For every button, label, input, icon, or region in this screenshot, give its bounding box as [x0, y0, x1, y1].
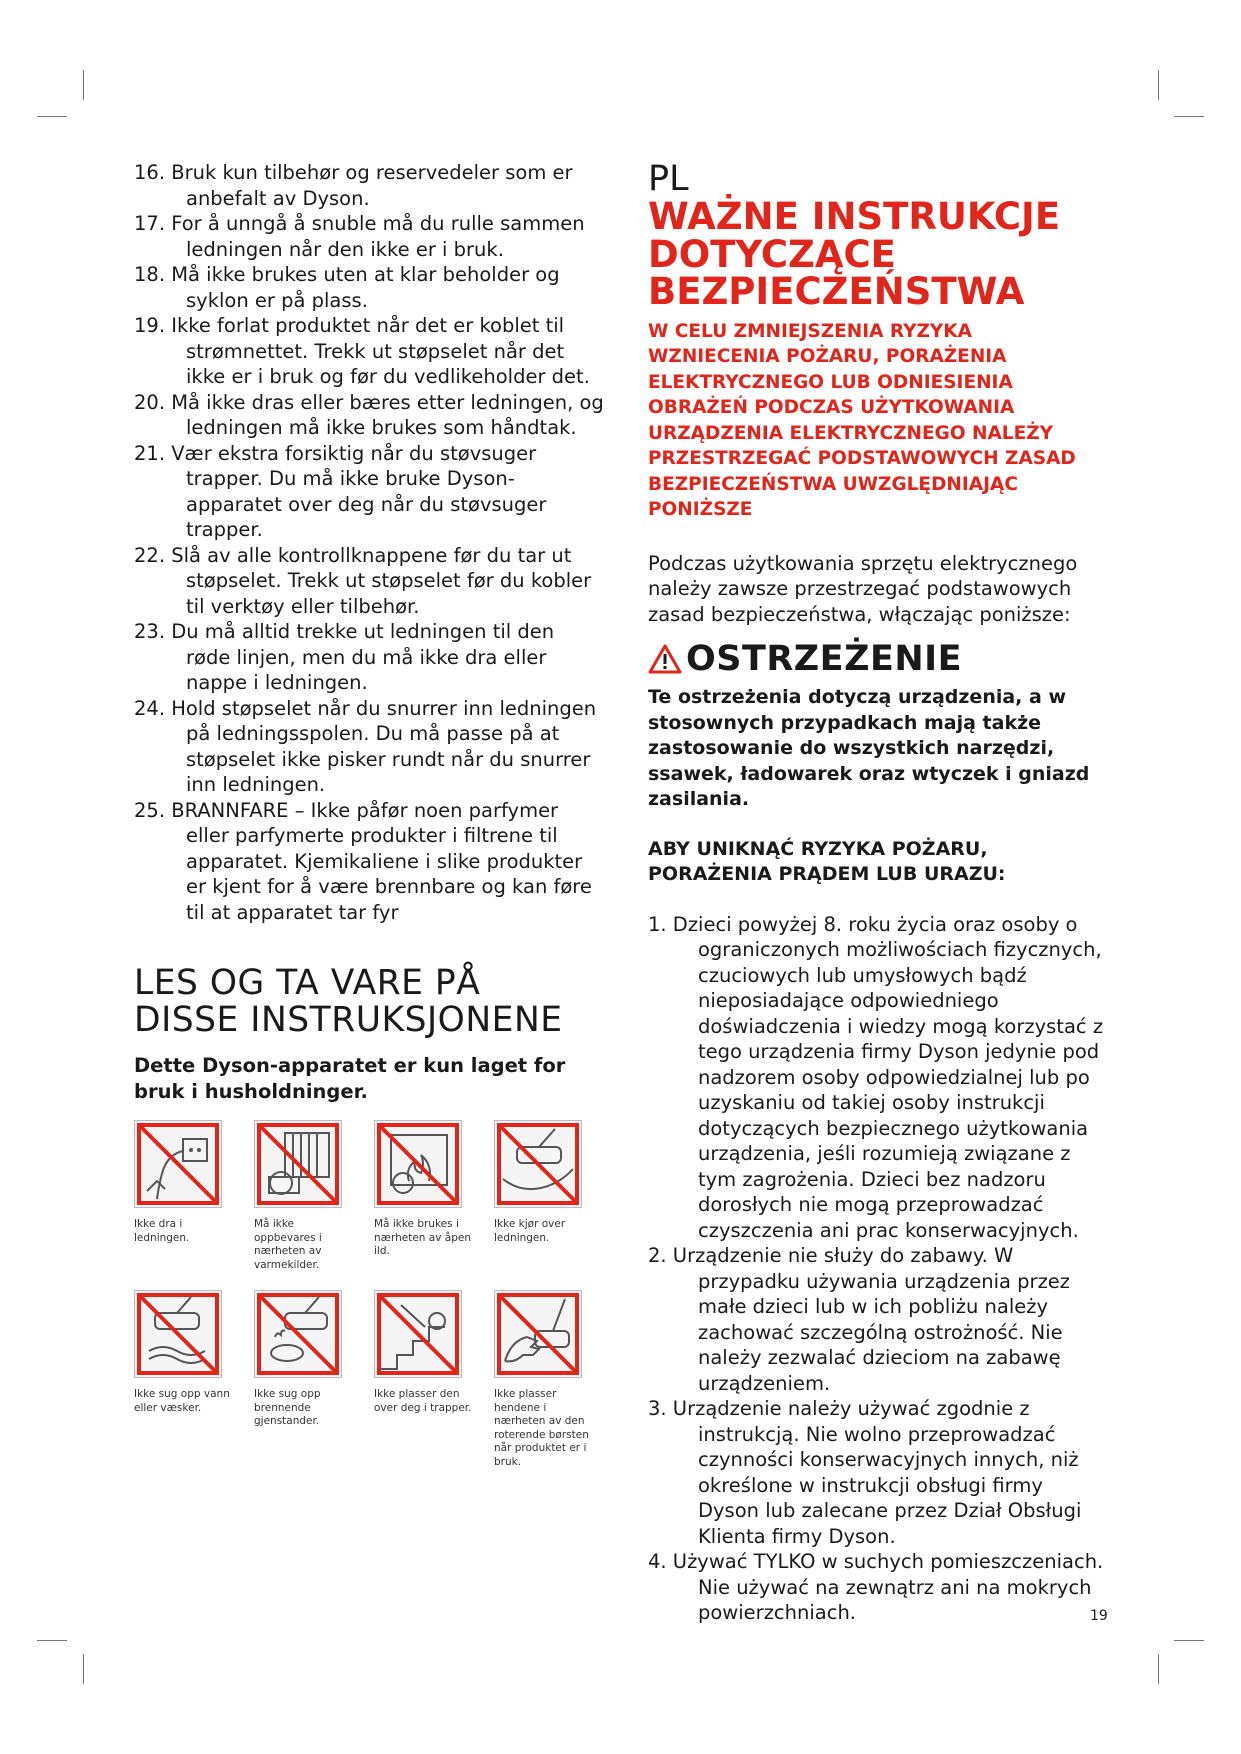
title-line: WAŻNE INSTRUKCJE [648, 195, 1061, 238]
page-number: 19 [1090, 1608, 1108, 1624]
household-use-note: Dette Dyson-apparatet er kun laget for bruk i husholdninger. [134, 1054, 566, 1103]
icon-cell [134, 1290, 254, 1469]
crop-mark [83, 70, 84, 100]
crop-mark [37, 116, 67, 117]
icon-caption: Ikke kjør over ledningen. [494, 1218, 566, 1244]
heading-line: LES OG TA VARE PÅ [134, 963, 481, 1003]
warning-heading [648, 639, 1108, 679]
icon-caption: Ikke dra i ledningen. [134, 1218, 190, 1244]
icon-caption: Ikke sug opp brennende gjenstander. [254, 1388, 321, 1427]
crop-mark [1158, 70, 1159, 100]
crop-mark [1174, 1640, 1204, 1641]
water-icon [134, 1290, 222, 1378]
title-line: DOTYCZĄCE [648, 232, 896, 276]
icon-caption: Ikke plasser den over deg i trapper. [374, 1388, 472, 1414]
crop-mark [83, 1654, 84, 1684]
icon-caption: Ikke plasser hendene i nærheten av den roterende børsten når produktet er i bruk. [494, 1388, 589, 1468]
icon-cell [494, 1290, 614, 1469]
fireplace-icon [374, 1120, 462, 1208]
list-item: 21. Vær ekstra forsiktig når du støvsuger trapper. Du må ikke bruke Dyson-apparatet over deg når du støvsuger trapper. [134, 441, 547, 541]
stairs-icon [374, 1290, 462, 1378]
icon-cell [494, 1120, 614, 1272]
icon-row [134, 1290, 614, 1469]
list-item: 25. BRANNFARE – Ikke påfør noen parfymer eller parfymerte produkter i filtrene til apparatet. Kjemikaliene i slike produkter er kjent for å være brennbare og kan føre til at apparatet tar fyr [134, 798, 592, 924]
language-code: PL [648, 159, 689, 199]
hand-brush-icon [494, 1290, 582, 1378]
list-item: 19. Ikke forlat produktet når det er koblet til strømnettet. Trekk ut støpselet når det ikke er i bruk og før du vedlikeholder det. [134, 314, 590, 388]
list-item: 2. Urządzenie nie służy do zabawy. W przypadku używania urządzenia przez małe dzieci lub w ich pobliżu należy zachować szczególną ostrożność. Nie należy zezwalać dzieciom na zabawę urządzeniem. [648, 1244, 1071, 1395]
list-item: 16. Bruk kun tilbehør og reservedeler som er anbefalt av Dyson. [134, 161, 573, 210]
list-item: 3. Urządzenie należy używać zgodnie z instrukcją. Nie wolno przeprowadzać czynności konserwacyjnych innych, niż określone w instrukcji obsługi firmy Dyson lub zalecane przez Dział Obsługi Klienta firmy Dyson. [648, 1397, 1082, 1548]
list-item: 22. Slå av alle kontrollknappene før du tar ut støpselet. Trekk ut støpselet før du kobler til verktøy eller tilbehør. [134, 543, 592, 618]
crop-mark [37, 1640, 67, 1641]
list-item: 20. Må ikke dras eller bæres etter ledningen, og ledningen må ikke brukes som håndtak. [134, 390, 604, 439]
heading-line: DISSE INSTRUKSJONENE [134, 1000, 563, 1040]
burning-object-icon [254, 1290, 342, 1378]
icon-cell [254, 1120, 374, 1272]
right-column [648, 160, 1108, 1626]
list-item: 4. Używać TYLKO w suchych pomieszczeniach. Nie używać na zewnątrz ani na mokrych powierzchniach. [648, 1550, 1104, 1624]
plug-cord-icon [134, 1120, 222, 1208]
prohibition-icon-grid [134, 1120, 614, 1469]
crop-mark [1174, 116, 1204, 117]
left-column [134, 160, 604, 1469]
list-item: 24. Hold støpselet når du snurrer inn ledningen på ledningsspolen. Du må passe på at støpselet ikke pisker rundt når du snurrer inn ledningen. [134, 696, 597, 796]
list-item: 1. Dzieci powyżej 8. roku życia oraz osoby o ograniczonych możliwościach fizycznych, czuciowych lub umysłowych bądź nieposiadające odpowiedniego doświadczenia i wiedzy mogą korzystać z tego urządzenia firmy Dyson jedynie pod nadzorem osoby odpowiedzialnej lub po uzyskaniu od takiej osoby instrukcji dotyczących bezpiecznego użytkowania urządzenia, jeśli rozumieją związane z tym zagrożenia. Dzieci bez nadzoru dorosłych nie mogą przeprowadzać czyszczenia ani prac konserwacyjnych. [648, 912, 1104, 1242]
keep-instructions-heading [134, 965, 604, 1039]
icon-row [134, 1120, 614, 1272]
general-precautions-text: Podczas użytkowania sprzętu elektrycznego należy zawsze przestrzegać podstawowych zasad bezpieczeństwa, włączając poniższe: [648, 551, 1078, 626]
icon-cell [254, 1290, 374, 1469]
risk-avoidance-heading: ABY UNIKNĄĆ RYZYKA POŻARU, PORAŻENIA PRĄDEM LUB URAZU: [648, 837, 1006, 885]
crop-mark [1158, 1654, 1159, 1684]
cord-run-over-icon [494, 1120, 582, 1208]
safety-subtitle: W CELU ZMNIEJSZENIA RYZYKA WZNIECENIA POŻARU, PORAŻENIA ELEKTRYCZNEGO LUB ODNIESIENIA OBRAŻEŃ PODCZAS UŻYTKOWANIA URZĄDZENIA ELEKTRYCZNEGO NALEŻY PRZESTRZEGAĆ PODSTAWOWYCH ZASAD BEZPIECZEŃSTWA UWZGLĘDNIAJĄC PONIŻSZE [648, 320, 1076, 520]
warning-triangle-icon [648, 643, 682, 675]
warning-scope-text: Te ostrzeżenia dotyczą urządzenia, a w stosownych przypadkach mają także zastosowanie do wszystkich narzędzi, ssawek, ładowarek oraz wtyczek i gniazd zasilania. [648, 686, 1090, 810]
icon-caption: Ikke sug opp vann eller væsker. [134, 1388, 230, 1414]
list-item: 23. Du må alltid trekke ut ledningen til den røde linjen, men du må ikke dra eller nappe i ledningen. [134, 620, 555, 694]
list-item: 18. Må ikke brukes uten at klar beholder og syklon er på plass. [134, 263, 560, 312]
polish-safety-list [648, 912, 1108, 1626]
radiator-icon [254, 1120, 342, 1208]
icon-caption: Må ikke brukes i nærheten av åpen ild. [374, 1218, 471, 1257]
list-item: 17. For å unngå å snuble må du rulle sammen ledningen når den ikke er i bruk. [134, 212, 585, 261]
icon-cell [374, 1290, 494, 1469]
icon-caption: Må ikke oppbevares i nærheten av varmekilder. [254, 1218, 322, 1271]
icon-cell [134, 1120, 254, 1272]
safety-title [648, 195, 1108, 313]
title-line: BEZPIECZEŃSTWA [648, 270, 1025, 313]
warning-label: OSTRZEŻENIE [686, 639, 963, 679]
norwegian-safety-list [134, 160, 604, 925]
icon-cell [374, 1120, 494, 1272]
